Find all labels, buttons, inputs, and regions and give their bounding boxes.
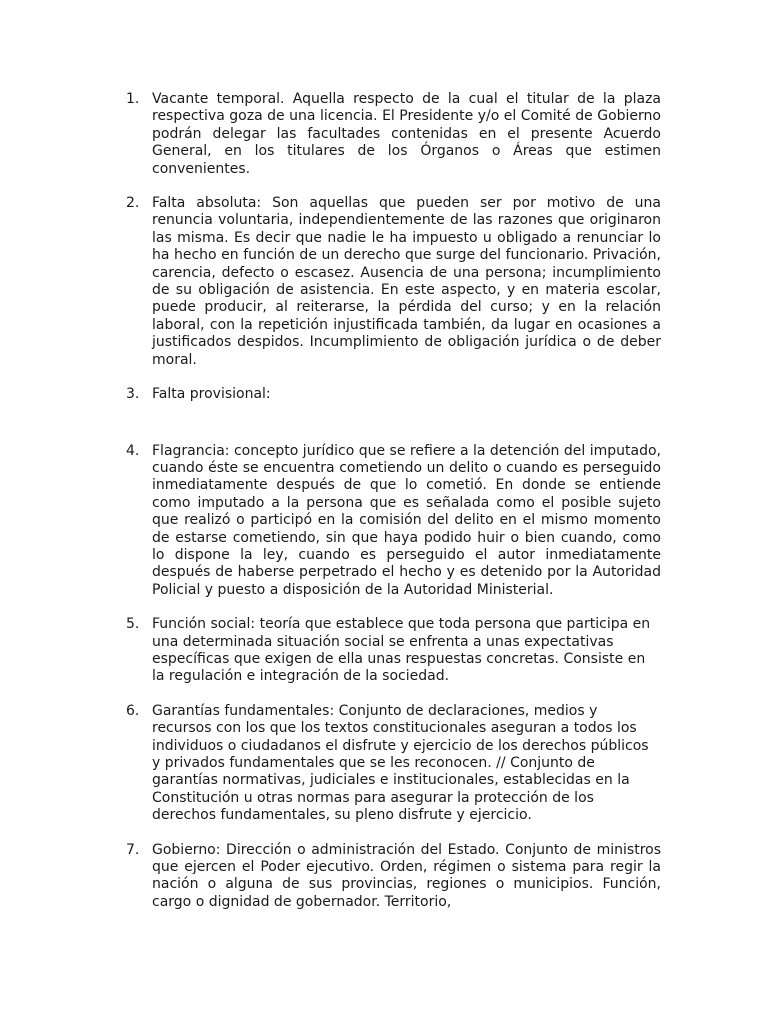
list-item-number: 1. [126, 91, 140, 107]
list-item-number: 6. [126, 702, 140, 719]
list-item [126, 386, 662, 403]
list-item-text: Vacante temporal. Aquella respecto de la cual el titular de la plaza respectiva goza de una licencia. El Presidente y/o el Comité de Gobierno podrán delegar las facultades contenidas en el presente Acuerdo General, en los titulares de los Órganos o Áreas que estimen convenientes. [152, 91, 661, 177]
list-item-text: Flagrancia: concepto jurídico que se refiere a la detención del imputado, cuando éste se encuentra cometiendo un delito o cuando es perseguido inmediatamente después de que lo cometió. En donde se entiende como imputado a la persona que es señalada como el posible sujeto que realizó o participó en la comisión del delito en el mismo momento de estarse cometiendo, sin que haya podido huir o bien cuando, como lo dispone la ley, cuando es perseguido el autor inmediatamente después de haberse perpetrado el hecho y es detenido por la Autoridad Policial y puesto a disposición de la Autoridad Ministerial. [152, 442, 661, 598]
list-item [126, 91, 662, 178]
list-item-text: Falta absoluta: Son aquellas que pueden ser por motivo de una renuncia voluntaria, independientemente de las razones que originaron las misma. Es decir que nadie le ha impuesto u obligado a renunciar lo ha hecho en función de un derecho que surge del funcionario. Privación, carencia, defecto o escasez. Ausencia de una persona; incumplimiento de su obligación de asistencia. En este aspecto, y en materia escolar, puede producir, al reiterarse, la pérdida del curso; y en la relación laboral, con la repetición injustificada también, da lugar en ocasiones a justificados despidos. Incumplimiento de obligación jurídica o de deber moral. [152, 195, 661, 368]
list-item-number: 7. [126, 841, 140, 858]
list-item [126, 616, 662, 686]
definitions-list [126, 91, 662, 911]
list-item [126, 703, 662, 825]
list-item-number: 4. [126, 442, 140, 459]
list-item-text: Garantías fundamentales: Conjunto de declaraciones, medios y recursos con los que los textos constitucionales aseguran a todos los individuos o ciudadanos el disfrute y ejercicio de los derechos públicos y privados fundamentales que se les reconocen. // Conjunto de garantías normativas, judiciales e institucionales, establecidas en la Constitución u otras normas para asegurar la protección de los derechos fundamentales, su pleno disfrute y ejercicio. [152, 702, 649, 824]
list-item-number: 3. [126, 386, 140, 403]
list-item [126, 842, 662, 912]
list-item-number: 5. [126, 616, 140, 633]
list-item-text: Función social: teoría que establece que toda persona que participa en una determinada situación social se enfrenta a unas expectativas específicas que exigen de ella unas respuestas concretas. Consiste en la regulación e integración de la sociedad. [152, 616, 651, 685]
list-item-number: 2. [126, 195, 140, 212]
list-item [126, 195, 662, 369]
list-item-text: Gobierno: Dirección o administración del Estado. Conjunto de ministros que ejercen el Poder ejecutivo. Orden, régimen o sistema para regir la nación o alguna de sus provincias, regiones o municipios. Función, cargo o dignidad de gobernador. Territorio, [152, 841, 661, 910]
list-item [126, 443, 662, 600]
list-item-text: Falta provisional: [152, 386, 271, 403]
